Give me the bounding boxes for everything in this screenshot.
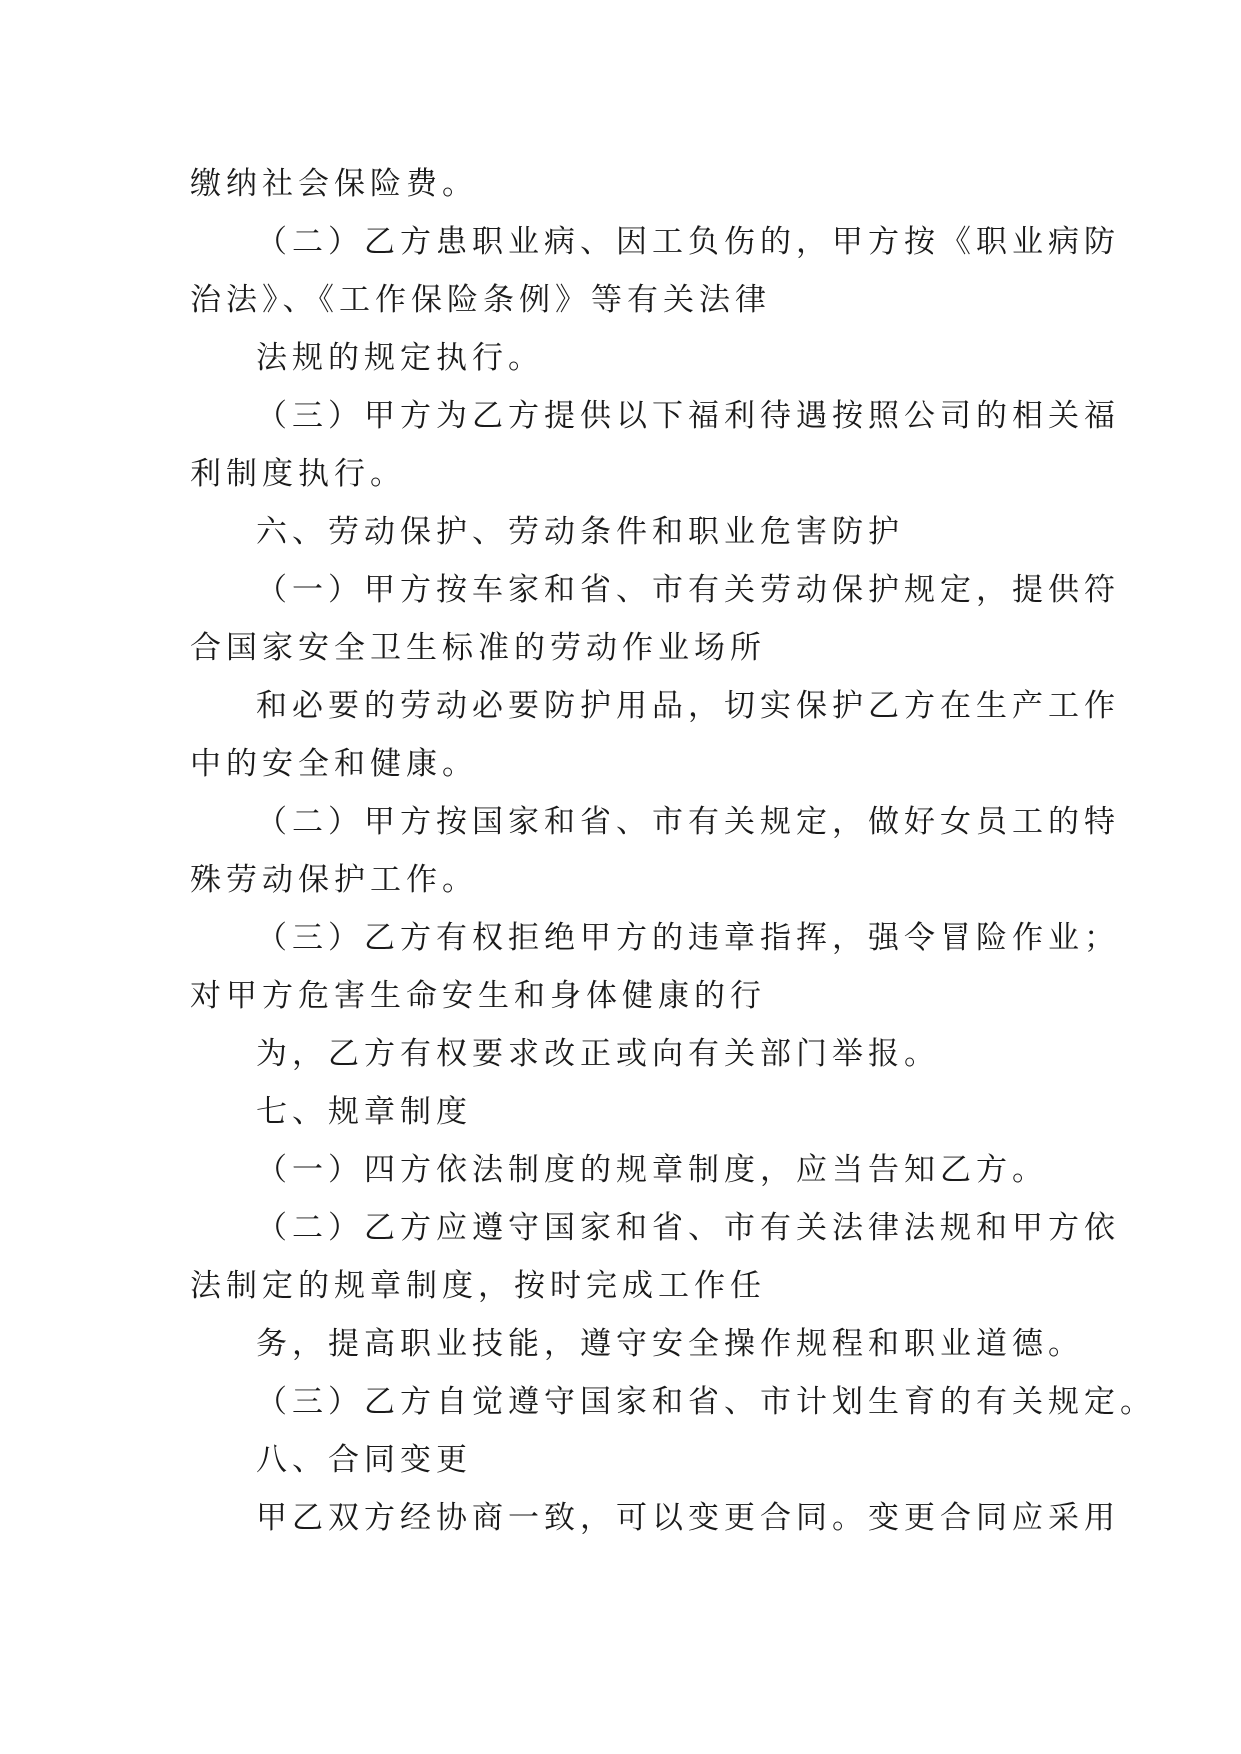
document-body <box>190 155 1156 1547</box>
text-line: 法规的规定执行。 <box>256 340 544 376</box>
text-line: （三）乙方自觉遵守国家和省、市计划生育的有关规定。 <box>256 1384 1156 1420</box>
text-line: 甲乙双方经协商一致，可以变更合同。变更合同应采用 <box>256 1500 1120 1536</box>
text-line: 缴纳社会保险费。 <box>190 166 478 202</box>
text-line: （三）甲方为乙方提供以下福利待遇按照公司的相关福 <box>256 398 1120 434</box>
text-line: （二）乙方患职业病、因工负伤的，甲方按《职业病防 <box>256 224 1120 260</box>
text-line: （一）四方依法制度的规章制度，应当告知乙方。 <box>256 1152 1048 1188</box>
section-heading: 六、劳动保护、劳动条件和职业危害防护 <box>256 514 904 550</box>
text-line: （二）甲方按国家和省、市有关规定，做好女员工的特 <box>256 804 1120 840</box>
section-heading: 八、合同变更 <box>256 1442 472 1478</box>
text-line: 中的安全和健康。 <box>190 746 478 782</box>
text-line: 利制度执行。 <box>190 456 406 492</box>
text-line: （三）乙方有权拒绝甲方的违章指挥，强令冒险作业； <box>256 920 1120 956</box>
text-line: 法制定的规章制度，按时完成工作任 <box>190 1268 766 1304</box>
text-line: 治法》、《工作保险条例》等有关法律 <box>190 282 771 318</box>
section-heading: 七、规章制度 <box>256 1094 472 1130</box>
text-line: 和必要的劳动必要防护用品，切实保护乙方在生产工作 <box>256 688 1120 724</box>
text-line: 对甲方危害生命安生和身体健康的行 <box>190 978 766 1014</box>
text-line: （一）甲方按车家和省、市有关劳动保护规定，提供符 <box>256 572 1120 608</box>
text-line: 殊劳动保护工作。 <box>190 862 478 898</box>
text-line: 为，乙方有权要求改正或向有关部门举报。 <box>256 1036 940 1072</box>
text-line: 务，提高职业技能，遵守安全操作规程和职业道德。 <box>256 1326 1084 1362</box>
text-line: （二）乙方应遵守国家和省、市有关法律法规和甲方依 <box>256 1210 1120 1246</box>
text-line: 合国家安全卫生标准的劳动作业场所 <box>190 630 766 666</box>
